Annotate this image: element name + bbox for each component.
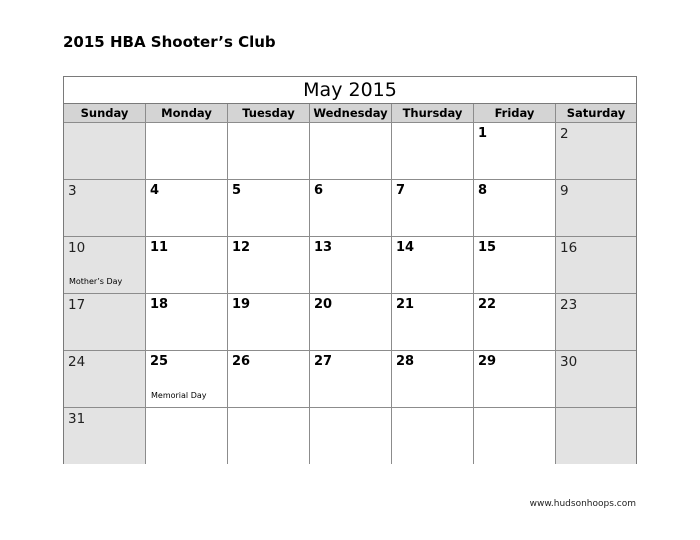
day-cell bbox=[146, 123, 228, 180]
day-number: 15 bbox=[478, 240, 497, 255]
weekday-header-thursday: Thursday bbox=[392, 104, 474, 123]
day-cell bbox=[392, 237, 474, 294]
day-number: 18 bbox=[150, 297, 169, 312]
day-number: 29 bbox=[478, 354, 497, 369]
day-cell bbox=[146, 408, 228, 464]
day-cell bbox=[228, 123, 310, 180]
day-number: 12 bbox=[232, 240, 251, 255]
day-number: 8 bbox=[478, 183, 488, 198]
day-number: 27 bbox=[314, 354, 333, 369]
day-number: 5 bbox=[232, 183, 242, 198]
day-cell bbox=[310, 351, 392, 408]
day-cell bbox=[228, 294, 310, 351]
day-number: 13 bbox=[314, 240, 333, 255]
day-number: 28 bbox=[396, 354, 415, 369]
day-cell bbox=[392, 123, 474, 180]
day-cell bbox=[64, 123, 146, 180]
calendar-grid bbox=[64, 104, 636, 464]
day-cell bbox=[310, 180, 392, 237]
day-cell bbox=[146, 237, 228, 294]
month-title: May 2015 bbox=[64, 77, 636, 104]
day-cell bbox=[556, 180, 636, 237]
weekday-header-saturday: Saturday bbox=[556, 104, 636, 123]
day-number: 7 bbox=[396, 183, 406, 198]
day-cell bbox=[474, 123, 556, 180]
day-cell bbox=[64, 351, 146, 408]
day-number: 3 bbox=[68, 183, 77, 199]
day-cell bbox=[556, 237, 636, 294]
weekday-header-friday: Friday bbox=[474, 104, 556, 123]
weekday-header-wednesday: Wednesday bbox=[310, 104, 392, 123]
day-cell bbox=[474, 351, 556, 408]
weekday-header-sunday: Sunday bbox=[64, 104, 146, 123]
day-number: 23 bbox=[560, 297, 578, 313]
day-cell bbox=[228, 237, 310, 294]
day-number: 16 bbox=[560, 240, 578, 256]
holiday-label: Mother’s Day bbox=[69, 277, 123, 286]
day-number: 19 bbox=[232, 297, 251, 312]
day-cell bbox=[556, 123, 636, 180]
day-cell bbox=[556, 408, 636, 464]
page-title: 2015 HBA Shooter’s Club bbox=[63, 33, 276, 51]
day-cell bbox=[310, 408, 392, 464]
day-number: 11 bbox=[150, 240, 169, 255]
day-number: 22 bbox=[478, 297, 497, 312]
day-cell bbox=[474, 294, 556, 351]
day-cell bbox=[228, 351, 310, 408]
day-cell bbox=[64, 294, 146, 351]
day-cell bbox=[64, 237, 146, 294]
day-number: 24 bbox=[68, 354, 86, 370]
day-cell bbox=[146, 351, 228, 408]
holiday-label: Memorial Day bbox=[151, 391, 207, 400]
day-number: 20 bbox=[314, 297, 333, 312]
day-number: 25 bbox=[150, 354, 169, 369]
footer-url: www.hudsonhoops.com bbox=[529, 499, 636, 509]
day-cell bbox=[474, 408, 556, 464]
day-number: 2 bbox=[560, 126, 569, 142]
day-number: 14 bbox=[396, 240, 415, 255]
day-number: 26 bbox=[232, 354, 251, 369]
day-cell bbox=[228, 408, 310, 464]
day-number: 6 bbox=[314, 183, 324, 198]
day-number: 1 bbox=[478, 126, 488, 141]
weekday-header-tuesday: Tuesday bbox=[228, 104, 310, 123]
day-cell bbox=[556, 294, 636, 351]
day-cell bbox=[392, 351, 474, 408]
day-cell bbox=[556, 351, 636, 408]
day-cell bbox=[474, 237, 556, 294]
calendar bbox=[63, 76, 637, 464]
day-cell bbox=[228, 180, 310, 237]
day-cell bbox=[310, 237, 392, 294]
day-cell bbox=[392, 180, 474, 237]
day-number: 10 bbox=[68, 240, 86, 256]
day-cell bbox=[146, 180, 228, 237]
day-cell bbox=[310, 123, 392, 180]
weekday-header-monday: Monday bbox=[146, 104, 228, 123]
day-number: 30 bbox=[560, 354, 578, 370]
day-cell bbox=[392, 294, 474, 351]
day-number: 21 bbox=[396, 297, 415, 312]
day-number: 9 bbox=[560, 183, 569, 199]
day-cell bbox=[310, 294, 392, 351]
day-number: 31 bbox=[68, 411, 86, 427]
day-number: 4 bbox=[150, 183, 160, 198]
day-number: 17 bbox=[68, 297, 86, 313]
day-cell bbox=[474, 180, 556, 237]
day-cell bbox=[64, 180, 146, 237]
day-cell bbox=[146, 294, 228, 351]
day-cell bbox=[64, 408, 146, 464]
day-cell bbox=[392, 408, 474, 464]
